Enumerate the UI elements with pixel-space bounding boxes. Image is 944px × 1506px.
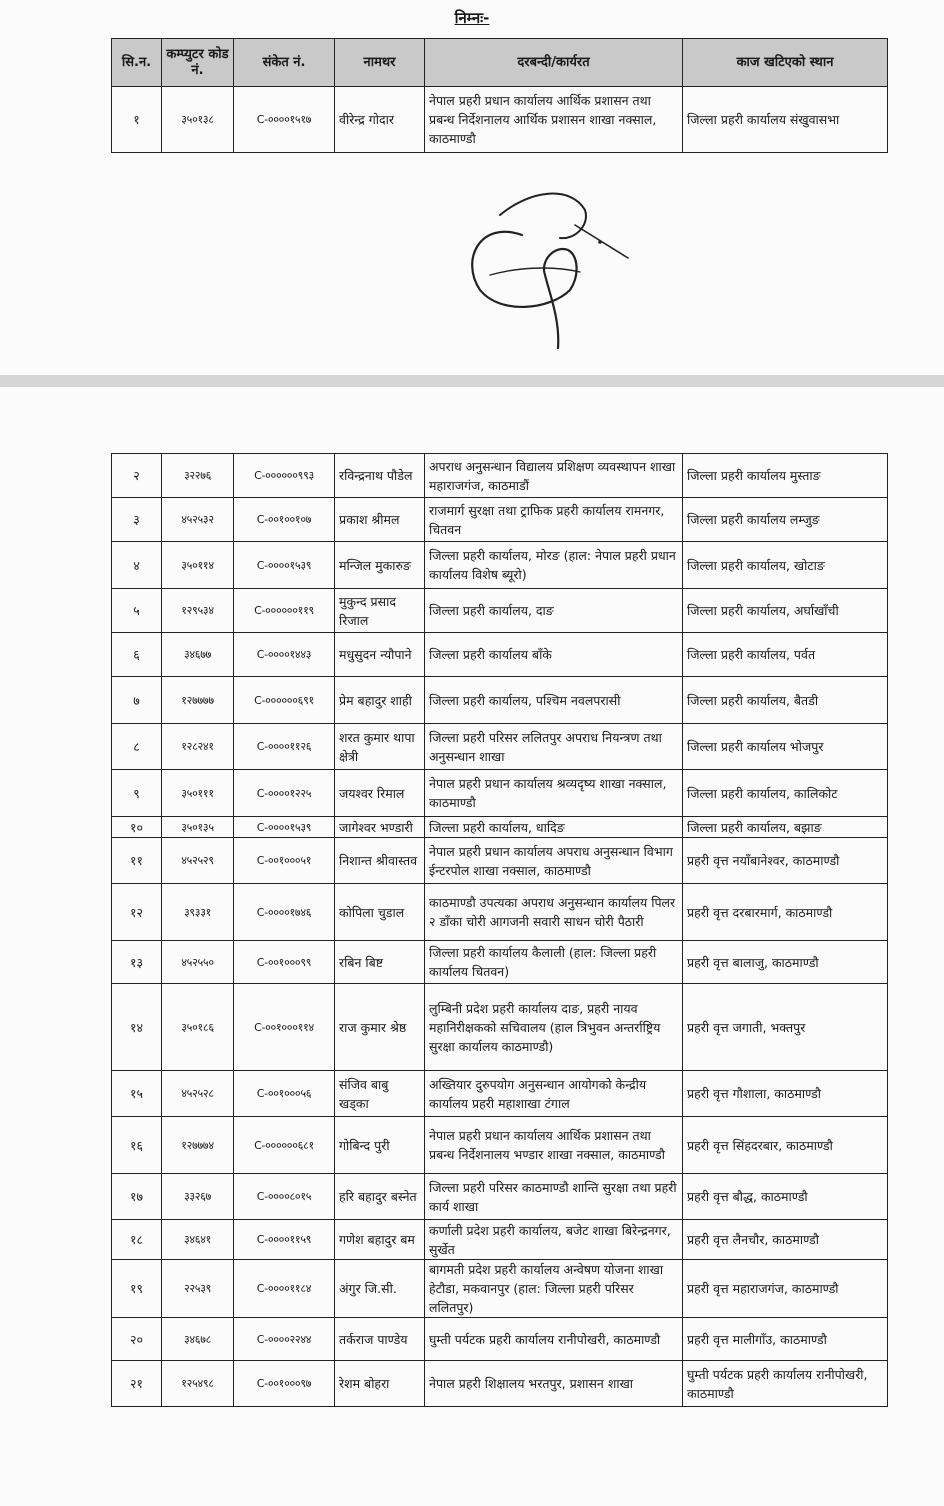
cell-office: नेपाल प्रहरी प्रधान कार्यालय अपराध अनुसन्धान विभाग ईन्टरपोल शाखा नक्साल, काठमाण्डौ [425, 838, 683, 884]
cell-place: जिल्ला प्रहरी कार्यालय, कालिकोट [683, 770, 888, 817]
table-row [112, 1071, 888, 1117]
cell-sn: ५ [112, 589, 162, 633]
cell-place: जिल्ला प्रहरी कार्यालय भोजपुर [683, 724, 888, 770]
page-separator [0, 375, 944, 387]
cell-name: रविन्द्रनाथ पौडेल [335, 454, 425, 498]
table-row [112, 724, 888, 770]
cell-name: प्रकाश श्रीमल [335, 498, 425, 542]
cell-code: २२५३९ [162, 1260, 234, 1318]
cell-office: नेपाल प्रहरी प्रधान कार्यालय आर्थिक प्रशासन तथा प्रबन्ध निर्देशनालय भण्डार शाखा नक्साल, काठमाण्डौ [425, 1117, 683, 1174]
cell-office: बागमती प्रदेश प्रहरी कार्यालय अन्वेषण योजना शाखा हेटौडा, मकवानपुर (हाल: जिल्ला प्रहरी परिसर ललितपुर) [425, 1260, 683, 1318]
cell-sanket: C-००१०००९७ [234, 1361, 335, 1407]
table-row [112, 817, 888, 838]
cell-name: तर्कराज पाण्डेय [335, 1318, 425, 1361]
table-row [112, 838, 888, 884]
col-header-name: नामथर [335, 39, 425, 87]
table-row [112, 984, 888, 1071]
table-row [112, 589, 888, 633]
cell-office: नेपाल प्रहरी प्रधान कार्यालय श्रव्यदृष्य शाखा नक्साल, काठमाण्डौ [425, 770, 683, 817]
cell-code: ३५०१३८ [162, 87, 234, 153]
cell-sanket: C-००१०००५६ [234, 1071, 335, 1117]
cell-sn: ११ [112, 838, 162, 884]
cell-code: ३४६७७ [162, 633, 234, 677]
cell-sn: १० [112, 817, 162, 838]
cell-sn: १५ [112, 1071, 162, 1117]
cell-sanket: C-००००११५९ [234, 1220, 335, 1260]
col-header-office: दरबन्दी/कार्यरत [425, 39, 683, 87]
cell-code: ३३२६७ [162, 1174, 234, 1220]
cell-office: अख्तियार दुरुपयोग अनुसन्धान आयोगको केन्द्रीय कार्यालय प्रहरी महाशाखा टंगाल [425, 1071, 683, 1117]
cell-place: जिल्ला प्रहरी कार्यालय, पर्वत [683, 633, 888, 677]
cell-sn: ३ [112, 498, 162, 542]
cell-place: प्रहरी वृत्त सिंहदरबार, काठमाण्डौ [683, 1117, 888, 1174]
cell-sanket: C-००००००११९ [234, 589, 335, 633]
cell-place: प्रहरी वृत्त बालाजु, काठमाण्डौ [683, 941, 888, 984]
cell-name: मन्जिल मुकारुङ [335, 542, 425, 589]
cell-sanket: C-००००१५१७ [234, 87, 335, 153]
cell-sn: १८ [112, 1220, 162, 1260]
col-header-sn: सि.न. [112, 39, 162, 87]
cell-name: हरि बहादुर बस्नेत [335, 1174, 425, 1220]
table-row [112, 1318, 888, 1361]
cell-sn: ७ [112, 677, 162, 724]
cell-code: ३५०११४ [162, 542, 234, 589]
cell-place: जिल्ला प्रहरी कार्यालय संखुवासभा [683, 87, 888, 153]
cell-sanket: C-००००१७४६ [234, 884, 335, 941]
cell-sanket: C-००१०००११४ [234, 984, 335, 1071]
cell-name: प्रेम बहादुर शाही [335, 677, 425, 724]
cell-sanket: C-००००१२२५ [234, 770, 335, 817]
cell-name: निशान्त श्रीवास्तव [335, 838, 425, 884]
cell-sanket: C-००००१४४३ [234, 633, 335, 677]
cell-code: ४५२५२९ [162, 838, 234, 884]
cell-sn: १३ [112, 941, 162, 984]
cell-sanket: C-००००११८४ [234, 1260, 335, 1318]
cell-name: गणेश बहादुर बम [335, 1220, 425, 1260]
assignment-table-page-1 [111, 38, 888, 153]
cell-sanket: C-००००१५३९ [234, 542, 335, 589]
table-row [112, 1260, 888, 1318]
cell-place: प्रहरी वृत्त लैनचौर, काठमाण्डौ [683, 1220, 888, 1260]
cell-sn: १ [112, 87, 162, 153]
cell-code: १२७७७७ [162, 677, 234, 724]
table-row [112, 454, 888, 498]
table-row [112, 770, 888, 817]
cell-code: ३५०१११ [162, 770, 234, 817]
table-row [112, 498, 888, 542]
cell-code: ४५२५५० [162, 941, 234, 984]
cell-office: नेपाल प्रहरी शिक्षालय भरतपुर, प्रशासन शाखा [425, 1361, 683, 1407]
cell-code: १२५४९८ [162, 1361, 234, 1407]
cell-code: ३५०१८६ [162, 984, 234, 1071]
table-row [112, 633, 888, 677]
cell-office: जिल्ला प्रहरी कार्यालय, दाङ [425, 589, 683, 633]
cell-sn: २० [112, 1318, 162, 1361]
cell-name: रेशम बोहरा [335, 1361, 425, 1407]
cell-place: प्रहरी वृत्त नयाँबानेश्वर, काठमाण्डौ [683, 838, 888, 884]
cell-office: जिल्ला प्रहरी कार्यालय, मोरङ (हाल: नेपाल प्रहरी प्रधान कार्यालय विशेष ब्यूरो) [425, 542, 683, 589]
table-row [112, 1361, 888, 1407]
cell-office: नेपाल प्रहरी प्रधान कार्यालय आर्थिक प्रशासन तथा प्रबन्ध निर्देशनालय आर्थिक प्रशासन शाखा नक्साल, काठमाण्डौ [425, 87, 683, 153]
signature-image [460, 180, 640, 355]
cell-office: जिल्ला प्रहरी कार्यालय कैलाली (हाल: जिल्ला प्रहरी कार्यालय चितवन) [425, 941, 683, 984]
cell-code: ३५०१३५ [162, 817, 234, 838]
cell-office: काठमाण्डौ उपत्यका अपराध अनुसन्धान कार्यालय पिलर २ डाँका चोरी आगजनी सवारी साधन चोरी पैठारी [425, 884, 683, 941]
table-row [112, 677, 888, 724]
cell-place: जिल्ला प्रहरी कार्यालय मुस्ताङ [683, 454, 888, 498]
cell-place: प्रहरी वृत्त गौशाला, काठमाण्डौ [683, 1071, 888, 1117]
cell-office: अपराध अनुसन्धान विद्यालय प्रशिक्षण व्यवस्थापन शाखा महाराजगंज, काठमाडौं [425, 454, 683, 498]
col-header-deputation-place: काज खटिएको स्थान [683, 39, 888, 87]
cell-name: जयश्वर रिमाल [335, 770, 425, 817]
cell-name: वीरेन्द्र गोदार [335, 87, 425, 153]
cell-office: कर्णाली प्रदेश प्रहरी कार्यालय, बजेट शाखा बिरेन्द्रनगर, सुर्खेत [425, 1220, 683, 1260]
cell-office: जिल्ला प्रहरी कार्यालय, धादिङ [425, 817, 683, 838]
cell-office: जिल्ला प्रहरी कार्यालय, पश्चिम नवलपरासी [425, 677, 683, 724]
cell-office: जिल्ला प्रहरी कार्यालय बाँके [425, 633, 683, 677]
cell-office: जिल्ला प्रहरी परिसर काठमाण्डौ शान्ति सुरक्षा तथा प्रहरी कार्य शाखा [425, 1174, 683, 1220]
cell-name: संजिव बाबु खड्का [335, 1071, 425, 1117]
cell-code: ४५२५३२ [162, 498, 234, 542]
cell-place: जिल्ला प्रहरी कार्यालय लम्जुङ [683, 498, 888, 542]
cell-place: जिल्ला प्रहरी कार्यालय, बैतडी [683, 677, 888, 724]
cell-name: मुकुन्द प्रसाद रिजाल [335, 589, 425, 633]
cell-sanket: C-००००००६८१ [234, 1117, 335, 1174]
cell-office: जिल्ला प्रहरी परिसर ललितपुर अपराध नियन्त्रण तथा अनुसन्धान शाखा [425, 724, 683, 770]
cell-sn: २ [112, 454, 162, 498]
cell-sn: १७ [112, 1174, 162, 1220]
cell-code: ३२२७६ [162, 454, 234, 498]
table-row [112, 1174, 888, 1220]
cell-sanket: C-००००११२६ [234, 724, 335, 770]
cell-sanket: C-००००८०१५ [234, 1174, 335, 1220]
table-row [112, 542, 888, 589]
cell-place: प्रहरी वृत्त मालीगाँउ, काठमाण्डौ [683, 1318, 888, 1361]
table-row [112, 941, 888, 984]
cell-code: ३९३३१ [162, 884, 234, 941]
table-row [112, 87, 888, 153]
cell-name: जागेश्वर भण्डारी [335, 817, 425, 838]
cell-name: गोबिन्द पुरी [335, 1117, 425, 1174]
cell-place: प्रहरी वृत्त महाराजगंज, काठमाण्डौ [683, 1260, 888, 1318]
cell-sanket: C-००१००१०७ [234, 498, 335, 542]
cell-sn: ६ [112, 633, 162, 677]
cell-sanket: C-००००००६९१ [234, 677, 335, 724]
cell-sanket: C-००००१५३९ [234, 817, 335, 838]
cell-place: प्रहरी वृत्त बौद्ध, काठमाण्डौ [683, 1174, 888, 1220]
cell-place: घुम्ती पर्यटक प्रहरी कार्यालय रानीपोखरी, काठमाण्डौ [683, 1361, 888, 1407]
cell-sanket: C-००००००९९३ [234, 454, 335, 498]
cell-office: राजमार्ग सुरक्षा तथा ट्राफिक प्रहरी कार्यालय रामनगर, चितवन [425, 498, 683, 542]
table-row [112, 1220, 888, 1260]
cell-name: शरत कुमार थापा क्षेत्री [335, 724, 425, 770]
document-page-1 [0, 0, 944, 375]
cell-sn: ८ [112, 724, 162, 770]
table-row [112, 884, 888, 941]
cell-sn: ९ [112, 770, 162, 817]
document-page-2 [0, 387, 944, 1506]
cell-name: रबिन बिष्ट [335, 941, 425, 984]
cell-code: ३४६७८ [162, 1318, 234, 1361]
assignment-table-page-2 [111, 453, 888, 1407]
cell-place: जिल्ला प्रहरी कार्यालय, बझाङ [683, 817, 888, 838]
col-header-computer-code: कम्प्युटर कोड नं. [162, 39, 234, 87]
cell-sanket: C-००००२२४४ [234, 1318, 335, 1361]
cell-code: १२९५३४ [162, 589, 234, 633]
table-row [112, 1117, 888, 1174]
cell-name: कोपिला चुडाल [335, 884, 425, 941]
cell-place: जिल्ला प्रहरी कार्यालय, खोटाङ [683, 542, 888, 589]
cell-name: राज कुमार श्रेष्ठ [335, 984, 425, 1071]
cell-sanket: C-००१०००९९ [234, 941, 335, 984]
cell-code: ४५२५२८ [162, 1071, 234, 1117]
cell-sanket: C-००१०००५१ [234, 838, 335, 884]
cell-office: लुम्बिनी प्रदेश प्रहरी कार्यालय दाङ, प्रहरी नायव महानिरीक्षकको सचिवालय (हाल त्रिभुवन अन्तर्राष्ट्रिय सुरक्षा कार्यालय काठमाण्डौ) [425, 984, 683, 1071]
page-heading: निम्नः- [454, 9, 490, 27]
cell-sn: १२ [112, 884, 162, 941]
cell-place: प्रहरी वृत्त जगाती, भक्तपुर [683, 984, 888, 1071]
cell-name: अंगुर जि.सी. [335, 1260, 425, 1318]
cell-code: १२७७७४ [162, 1117, 234, 1174]
col-header-sanket-no: संकेत नं. [234, 39, 335, 87]
cell-place: प्रहरी वृत्त दरबारमार्ग, काठमाण्डौ [683, 884, 888, 941]
cell-place: जिल्ला प्रहरी कार्यालय, अर्घाखाँची [683, 589, 888, 633]
cell-sn: २१ [112, 1361, 162, 1407]
cell-sn: १६ [112, 1117, 162, 1174]
cell-office: घुम्ती पर्यटक प्रहरी कार्यालय रानीपोखरी, काठमाण्डौ [425, 1318, 683, 1361]
cell-sn: १९ [112, 1260, 162, 1318]
cell-sn: १४ [112, 984, 162, 1071]
cell-sn: ४ [112, 542, 162, 589]
cell-code: १२८२४१ [162, 724, 234, 770]
cell-name: मधुसुदन न्यौपाने [335, 633, 425, 677]
table-header-row [112, 39, 888, 87]
cell-code: ३४६४१ [162, 1220, 234, 1260]
